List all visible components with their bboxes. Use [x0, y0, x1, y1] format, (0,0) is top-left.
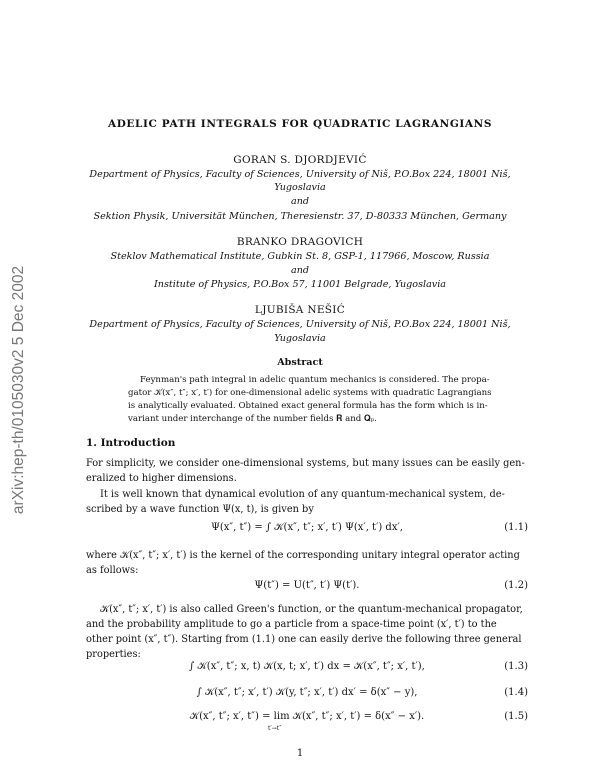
abstract-line: is analytically evaluated. Obtained exact general formula has the form which is in- [128, 401, 488, 411]
author-name-3: LJUBIŠA NEŠIĆ [254, 304, 346, 316]
text-line: scribed by a wave function Ψ(x, t), is given by [86, 504, 314, 515]
author-3-affiliation-line-2: Yugoslavia [274, 333, 326, 344]
limit-subscript: t′→t″ [268, 725, 282, 732]
arxiv-identifier: arXiv:hep-th/0105030v2 5 Dec 2002 [10, 265, 27, 515]
equation-number: (1.2) [504, 580, 528, 591]
equation-1-2 [86, 580, 528, 600]
text-line: and the probability amplitude to go a particle from a space-time point (x′, t′) to the [86, 619, 497, 630]
author-name-2: BRANKO DRAGOVICH [236, 236, 364, 248]
equation-1-3 [86, 661, 528, 681]
abstract-line: variant under interchange of the number fields 𝐑 and 𝐐ₚ. [128, 414, 377, 424]
text-line: as follows: [86, 565, 139, 576]
paragraph-4 [86, 602, 528, 662]
page-number: 1 [296, 748, 304, 759]
author-2-affiliation-line-2: Institute of Physics, P.O.Box 57, 11001 Belgrade, Yugoslavia [154, 279, 446, 290]
text-line: where 𝒦(x″, t″; x′, t′) is the kernel of the corresponding unitary integral operator acting [86, 550, 520, 561]
equation-body: ∫ 𝒦(x″, t″; x′, t′) 𝒦(y, t″; x′, t′) dx′ = δ(x″ − y), [196, 687, 418, 698]
author-1-affiliation-and: and [290, 196, 310, 207]
text-line: For simplicity, we consider one-dimensional systems, but many issues can be easily gen- [86, 458, 525, 469]
section-heading: 1. Introduction [86, 437, 176, 449]
author-2-affiliation-and: and [290, 265, 310, 276]
paragraph-2 [86, 487, 528, 517]
equation-1-5 [86, 711, 528, 731]
equation-number: (1.3) [504, 661, 528, 672]
author-name-1: GORAN S. DJORDJEVIĆ [233, 154, 367, 166]
equation-body: Ψ(x″, t″) = ∫ 𝒦(x″, t″; x′, t′) Ψ(x′, t′) dx′, [211, 522, 403, 533]
author-1-affiliation-line-1: Department of Physics, Faculty of Sciences, University of Niš, P.O.Box 224, 18001 Niš, [89, 169, 511, 180]
equation-1-4 [86, 687, 528, 707]
author-1-affiliation-line-2: Yugoslavia [274, 182, 326, 193]
author-2-affiliation-line-1: Steklov Mathematical Institute, Gubkin St. 8, GSP-1, 117966, Moscow, Russia [110, 251, 490, 262]
equation-number: (1.1) [504, 522, 528, 533]
abstract-line: Feynman's path integral in adelic quantum mechanics is considered. The propa- [140, 375, 490, 385]
text-line: other point (x″, t″). Starting from (1.1) one can easily derive the following three general [86, 634, 522, 645]
paragraph-1 [86, 456, 528, 486]
text-line: 𝒦(x″, t″; x′, t′) is also called Green's function, or the quantum-mechanical propagator, [100, 604, 523, 615]
equation-number: (1.4) [504, 687, 528, 698]
equation-1-1 [86, 522, 528, 542]
author-3-affiliation-line-1: Department of Physics, Faculty of Sciences, University of Niš, P.O.Box 224, 18001 Niš, [89, 319, 511, 330]
paragraph-3 [86, 548, 528, 578]
abstract-heading: Abstract [277, 357, 323, 368]
equation-body: ∫ 𝒦(x″, t″; x, t) 𝒦(x, t; x′, t′) dx = 𝒦(x″, t″; x′, t′), [189, 661, 425, 672]
text-line: It is well known that dynamical evolution of any quantum-mechanical system, de- [100, 489, 505, 500]
text-line: properties: [86, 649, 141, 660]
paper-title: ADELIC PATH INTEGRALS FOR QUADRATIC LAGRANGIANS [107, 118, 493, 130]
text-line: eralized to higher dimensions. [86, 473, 237, 484]
author-1-affiliation-line-3: Sektion Physik, Universität München, Theresienstr. 37, D-80333 München, Germany [93, 211, 507, 222]
abstract-line: gator 𝒦(x″, t″; x′, t′) for one-dimensional adelic systems with quadratic Lagrangians [128, 388, 492, 398]
equation-body: 𝒦(x″, t″; x′, t″) = lim 𝒦(x″, t″; x′, t′) = δ(x″ − x′). [189, 711, 425, 722]
equation-number: (1.5) [504, 711, 528, 722]
equation-body: Ψ(t″) = U(t″, t′) Ψ(t′). [254, 580, 360, 591]
abstract-body [128, 374, 506, 426]
